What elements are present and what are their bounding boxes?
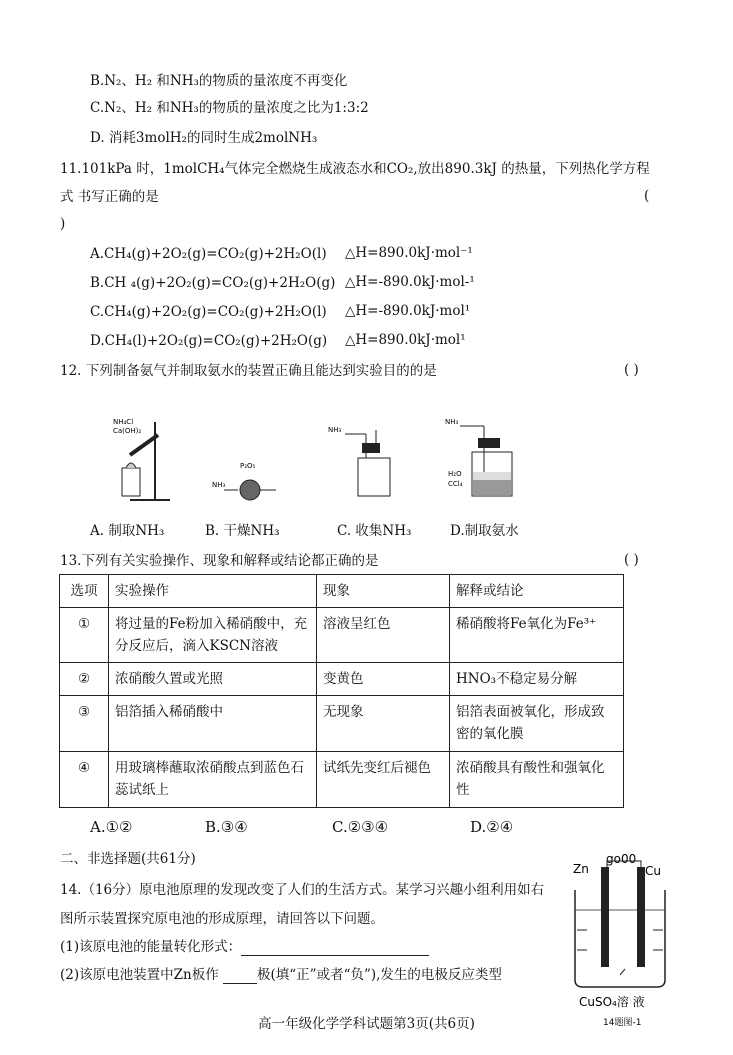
- sub2-text-a: (2)该原电池装置中Zn板作: [60, 967, 223, 983]
- q11-option-b-dh: △H=-890.0kJ·mol-¹: [345, 274, 475, 290]
- row-number: ②: [60, 663, 109, 696]
- q13-answer-b: B.③④: [205, 818, 248, 836]
- row-conclusion: 浓硝酸具有酸性和强氧化性: [450, 752, 624, 808]
- label-p2o5: P₂O₅: [240, 462, 256, 470]
- q14-sub1: [60, 938, 429, 956]
- q12-option-d: D.制取氨水: [450, 523, 519, 539]
- label-nh3-d: NH₃: [445, 418, 459, 426]
- answer-blank-1[interactable]: [241, 941, 429, 956]
- equation: C.CH₄(g)+2O₂(g)=CO₂(g)+2H₂O(l): [90, 304, 327, 320]
- q11-option-a-dh: △H=890.0kJ·mol⁻¹: [345, 245, 473, 261]
- table-row: [60, 608, 624, 663]
- q14-line1: 14.（16分）原电池原理的发现改变了人们的生活方式。某学习兴趣小组利用如右: [60, 882, 545, 898]
- header-operation: 实验操作: [109, 575, 317, 608]
- q12-stem: 12. 下列制备氨气并制取氨水的装置正确且能达到实验目的的是: [60, 363, 437, 379]
- label-ccl4: CCl₄: [448, 480, 463, 488]
- q12-option-c: C. 收集NH₃: [337, 523, 412, 539]
- row-operation: 用玻璃棒蘸取浓硝酸点到蓝色石蕊试纸上: [109, 752, 317, 808]
- page-footer: 高一年级化学学科试题第3页(共6页): [258, 1016, 475, 1032]
- q12-option-b: B. 干燥NH₃: [205, 523, 280, 539]
- apparatus-b: [212, 462, 276, 500]
- figure-caption: 14题图-1: [603, 1018, 642, 1027]
- answer-blank-2[interactable]: [223, 969, 257, 984]
- table-row: [60, 752, 624, 808]
- header-phenomenon: 现象: [317, 575, 450, 608]
- label-caoh2: Ca(OH)₂: [113, 427, 142, 435]
- q11-option-d-dh: △H=890.0kJ·mol¹: [345, 332, 466, 348]
- table-row: [60, 663, 624, 696]
- row-operation: 将过量的Fe粉加入稀硝酸中，充分反应后，滴入KSCN溶液: [109, 608, 317, 663]
- q14-sub2: [60, 966, 502, 984]
- label-nh3-b: NH₃: [212, 481, 226, 489]
- q11-option-b: [90, 274, 335, 292]
- row-operation: 铝箔插入稀硝酸中: [109, 696, 317, 752]
- row-operation: 浓硝酸久置或光照: [109, 663, 317, 696]
- label-nh4cl: NH₄Cl: [113, 418, 134, 426]
- section-title: 二、非选择题(共61分): [60, 851, 196, 867]
- row-conclusion: 稀硝酸将Fe氧化为Fe³⁺: [450, 608, 624, 663]
- label-cuso4-solution: CuSO₄溶 液: [579, 995, 645, 1009]
- apparatus-a: [113, 418, 170, 500]
- row-number: ③: [60, 696, 109, 752]
- q11-paren-close: ): [60, 216, 66, 232]
- label-h2o: H₂O: [448, 470, 462, 478]
- q11-paren-open: (: [644, 188, 650, 204]
- row-number: ①: [60, 608, 109, 663]
- q13-answer-a: A.①②: [90, 818, 133, 836]
- label-galvanometer: go00: [606, 852, 637, 866]
- q13-paren: ( ): [624, 552, 639, 568]
- equation: A.CH₄(g)+2O₂(g)=CO₂(g)+2H₂O(l): [90, 246, 327, 262]
- table-row: [60, 696, 624, 752]
- q11-option-c-dh: △H=-890.0kJ·mol¹: [345, 303, 471, 319]
- q14-galvanic-cell-figure: [565, 845, 675, 1027]
- q10-option-d: D. 消耗3molH₂的同时生成2molNH₃: [90, 130, 318, 146]
- q14-line2: 图所示装置探究原电池的形成原理，请回答以下问题。: [60, 911, 384, 927]
- sub1-text: (1)该原电池的能量转化形式：: [60, 939, 242, 955]
- q12-apparatus-figure: [100, 410, 540, 510]
- apparatus-d: [445, 418, 512, 496]
- q13-table: [59, 574, 624, 808]
- q12-option-a: A. 制取NH₃: [90, 523, 165, 539]
- q11-option-d: [90, 332, 327, 350]
- q10-option-b: B.N₂、H₂ 和NH₃的物质的量浓度不再变化: [90, 73, 348, 89]
- q13-stem: 13.下列有关实验操作、现象和解释或结论都正确的是: [60, 553, 379, 569]
- row-phenomenon: 试纸先变红后褪色: [317, 752, 450, 808]
- label-zn: Zn: [573, 862, 589, 876]
- q10-option-c: C.N₂、H₂ 和NH₃的物质的量浓度之比为1:3:2: [90, 100, 369, 116]
- header-conclusion: 解释或结论: [450, 575, 624, 608]
- equation: D.CH₄(l)+2O₂(g)=CO₂(g)+2H₂O(g): [90, 333, 328, 349]
- q11-stem-line1: 11.101kPa 时，1molCH₄气体完全燃烧生成液态水和CO₂,放出890.3kJ 的热量，下列热化学方程: [60, 161, 650, 177]
- row-phenomenon: 无现象: [317, 696, 450, 752]
- q12-paren: ( ): [624, 362, 639, 378]
- q11-option-c: [90, 303, 327, 321]
- equation: B.CH ₄(g)+2O₂(g)=CO₂(g)+2H₂O(g): [90, 275, 336, 291]
- row-number: ④: [60, 752, 109, 808]
- q13-answer-c: C.②③④: [332, 818, 389, 836]
- table-header-row: [60, 575, 624, 608]
- row-phenomenon: 溶液呈红色: [317, 608, 450, 663]
- row-conclusion: 铝箔表面被氧化，形成致密的氧化膜: [450, 696, 624, 752]
- label-nh3-c: NH₃: [328, 426, 342, 434]
- apparatus-c: [328, 426, 390, 496]
- q11-stem-line2: 式 书写正确的是: [60, 189, 159, 205]
- sub2-text-b: 极(填“正”或者“负”),发生的电极反应类型: [257, 967, 502, 983]
- label-cu: Cu: [645, 864, 661, 878]
- header-option: 选项: [60, 575, 109, 608]
- row-phenomenon: 变黄色: [317, 663, 450, 696]
- q13-answer-d: D.②④: [470, 818, 514, 836]
- row-conclusion: HNO₃不稳定易分解: [450, 663, 624, 696]
- q11-option-a: [90, 245, 327, 263]
